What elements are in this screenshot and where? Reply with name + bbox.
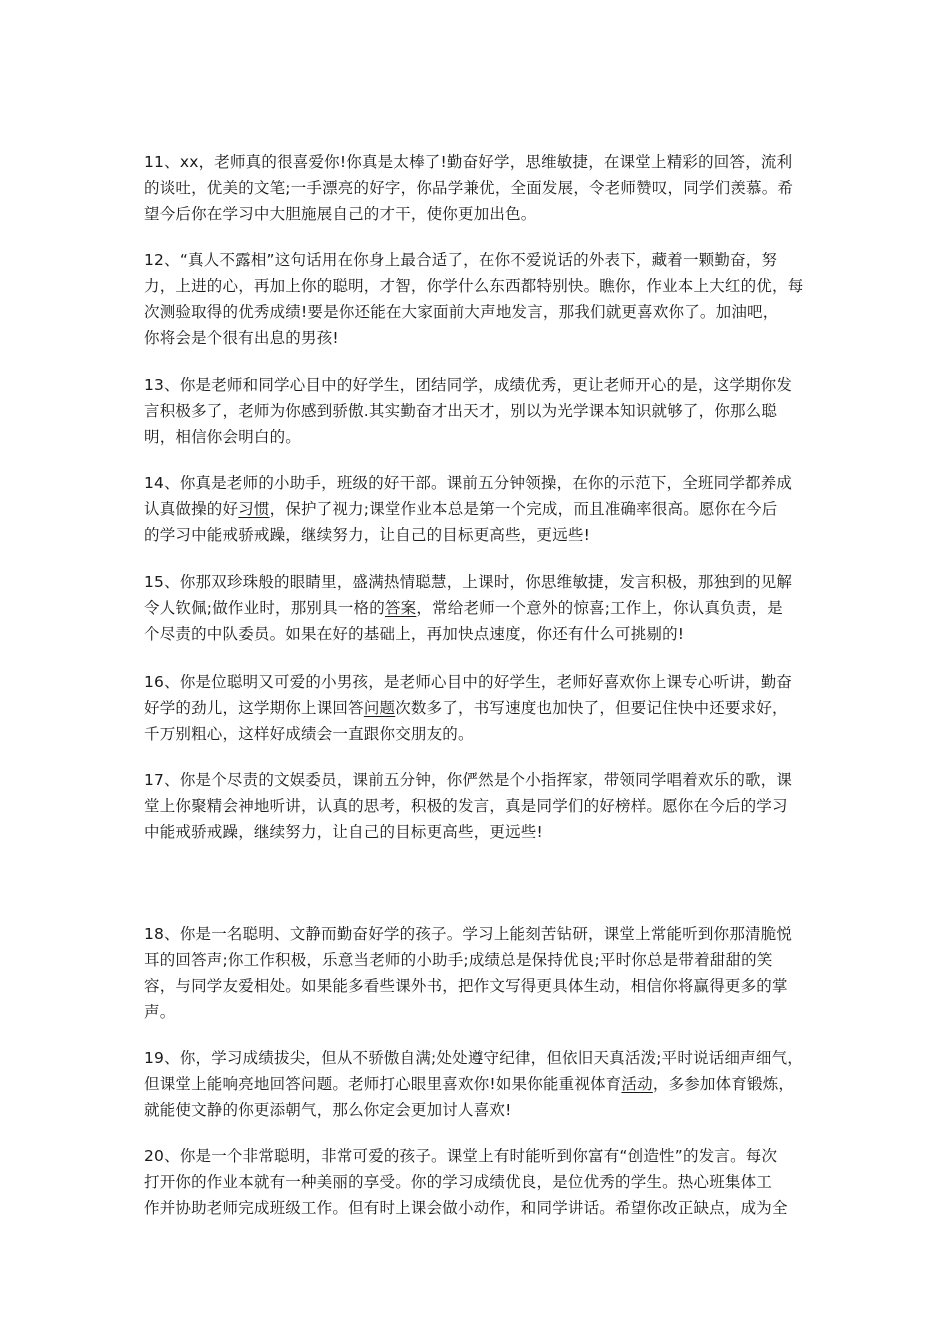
paragraph-line: 中能戒骄戒躁，继续努力，让自己的目标更高些，更远些! [144, 823, 543, 841]
paragraph-line [144, 695, 814, 721]
comment-paragraph-12 [144, 247, 814, 351]
paragraph-line: 你将会是个很有出息的男孩! [144, 329, 339, 347]
paragraph-line: 望今后你在学习中大胆施展自己的才干，使你更加出色。 [144, 205, 537, 223]
paragraph-text: 次数多了，书写速度也加快了，但要记住快中还要求好， [395, 699, 788, 717]
comment-paragraph-17 [144, 767, 814, 845]
comment-paragraph-18 [144, 921, 814, 1025]
paragraph-line: 打开你的作业本就有一种美丽的享受。你的学习成绩优良，是位优秀的学生。热心班集体工 [144, 1173, 773, 1191]
paragraph-line [144, 595, 814, 621]
paragraph-text: 千万别粗心，这样好成绩会一直跟你交朋友的。 [144, 725, 474, 743]
paragraph-text: 好学的劲儿，这学期你上课回答 [144, 699, 364, 717]
paragraph-text: 令人钦佩;做作业时，那别具一格的 [144, 599, 385, 617]
comment-paragraph-16 [144, 669, 814, 747]
paragraph-line [144, 721, 814, 747]
paragraph-text: 认真做操的好 [144, 500, 239, 518]
paragraph-text: 19、你，学习成绩拔尖，但从不骄傲自满;处处遵守纪律，但依旧天真活泼;平时说话细声细气， [144, 1049, 803, 1067]
paragraph-line: 18、你是一名聪明、文静而勤奋好学的孩子。学习上能刻苦钻研，课堂上常能听到你那清脆悦 [144, 925, 793, 943]
paragraph-line: 20、你是一个非常聪明，非常可爱的孩子。课堂上有时能听到你富有“创造性”的发言。每次 [144, 1147, 778, 1165]
paragraph-line [144, 470, 814, 496]
comment-paragraph-11 [144, 149, 814, 227]
paragraph-text: 的学习中能戒骄戒躁，继续努力，让自己的目标更高些，更远些! [144, 526, 591, 544]
paragraph-line [144, 522, 814, 548]
paragraph-text: 个尽责的中队委员。如果在好的基础上，再加快点速度，你还有什么可挑剔的! [144, 625, 685, 643]
paragraph-line: 作并协助老师完成班级工作。但有时上课会做小动作，和同学讲话。希望你改正缺点，成为全 [144, 1199, 788, 1217]
paragraph-line [144, 569, 814, 595]
comment-paragraph-14 [144, 470, 814, 548]
paragraph-line [144, 1097, 814, 1123]
paragraph-line: 17、你是个尽责的文娱委员，课前五分钟，你俨然是个小指挥家，带领同学唱着欢乐的歌，课 [144, 771, 793, 789]
paragraph-text: 14、你真是老师的小助手，班级的好干部。课前五分钟领操，在你的示范下，全班同学都养成 [144, 474, 793, 492]
paragraph-line [144, 496, 814, 522]
paragraph-line: 明，相信你会明白的。 [144, 428, 302, 446]
paragraph-line [144, 1045, 814, 1071]
paragraph-line [144, 1071, 814, 1097]
underlined-link-question[interactable]: 问题 [363, 699, 396, 717]
paragraph-text: 但课堂上能响亮地回答问题。老师打心眼里喜欢你!如果你能重视体育 [144, 1075, 622, 1093]
paragraph-line: 13、你是老师和同学心目中的好学生，团结同学，成绩优秀，更让老师开心的是，这学期你发 [144, 376, 793, 394]
comment-paragraph-15 [144, 569, 814, 647]
underlined-link-answer[interactable]: 答案 [384, 599, 417, 617]
paragraph-line: 次测验取得的优秀成绩!要是你还能在大家面前大声地发言，那我们就更喜欢你了。加油吧， [144, 303, 779, 321]
paragraph-line: 11、xx，老师真的很喜爱你!你真是太棒了!勤奋好学，思维敏捷，在课堂上精彩的回答，流利 [144, 153, 793, 171]
underlined-link-activity[interactable]: 活动 [621, 1075, 653, 1093]
underlined-link-habit[interactable]: 习惯 [238, 500, 270, 518]
paragraph-text: 就能使文静的你更添朝气，那么你定会更加讨人喜欢! [144, 1101, 512, 1119]
comment-paragraph-13 [144, 372, 814, 450]
paragraph-line: 12、“真人不露相”这句话用在你身上最合适了，在你不爱说话的外表下，藏着一颗勤奋，努 [144, 251, 778, 269]
paragraph-text: 15、你那双珍珠般的眼睛里，盛满热情聪慧，上课时，你思维敏捷，发言积极，那独到的见解 [144, 573, 793, 591]
paragraph-line [144, 621, 814, 647]
comment-paragraph-20 [144, 1143, 814, 1221]
paragraph-line: 堂上你聚精会神地听讲，认真的思考，积极的发言，真是同学们的好榜样。愿你在今后的学习 [144, 797, 788, 815]
paragraph-line: 言积极多了，老师为你感到骄傲.其实勤奋才出天才，别以为光学课本知识就够了，你那么聪 [144, 402, 778, 420]
paragraph-line: 声。 [144, 1003, 176, 1021]
paragraph-text: ，常给老师一个意外的惊喜;工作上，你认真负责，是 [416, 599, 783, 617]
paragraph-line [144, 669, 814, 695]
paragraph-text: ，保护了视力;课堂作业本总是第一个完成，而且准确率很高。愿你在今后 [269, 500, 778, 518]
paragraph-line: 耳的回答声;你工作积极，乐意当老师的小助手;成绩总是保持优良;平时你总是带着甜甜的笑 [144, 951, 773, 969]
paragraph-line: 的谈吐，优美的文笔;一手漂亮的好字，你品学兼优，全面发展，令老师赞叹，同学们羡慕。希 [144, 179, 794, 197]
paragraph-text: 16、你是位聪明又可爱的小男孩，是老师心目中的好学生，老师好喜欢你上课专心听讲，勤奋 [144, 673, 793, 691]
paragraph-text: ，多参加体育锻炼， [652, 1075, 795, 1093]
paragraph-line: 力，上进的心，再加上你的聪明，才智，你学什么东西都特别快。瞧你，作业本上大红的优，每 [144, 277, 804, 295]
paragraph-line: 容，与同学友爱相处。如果能多看些课外书，把作文写得更具体生动，相信你将赢得更多的掌 [144, 977, 788, 995]
comment-paragraph-19 [144, 1045, 814, 1123]
